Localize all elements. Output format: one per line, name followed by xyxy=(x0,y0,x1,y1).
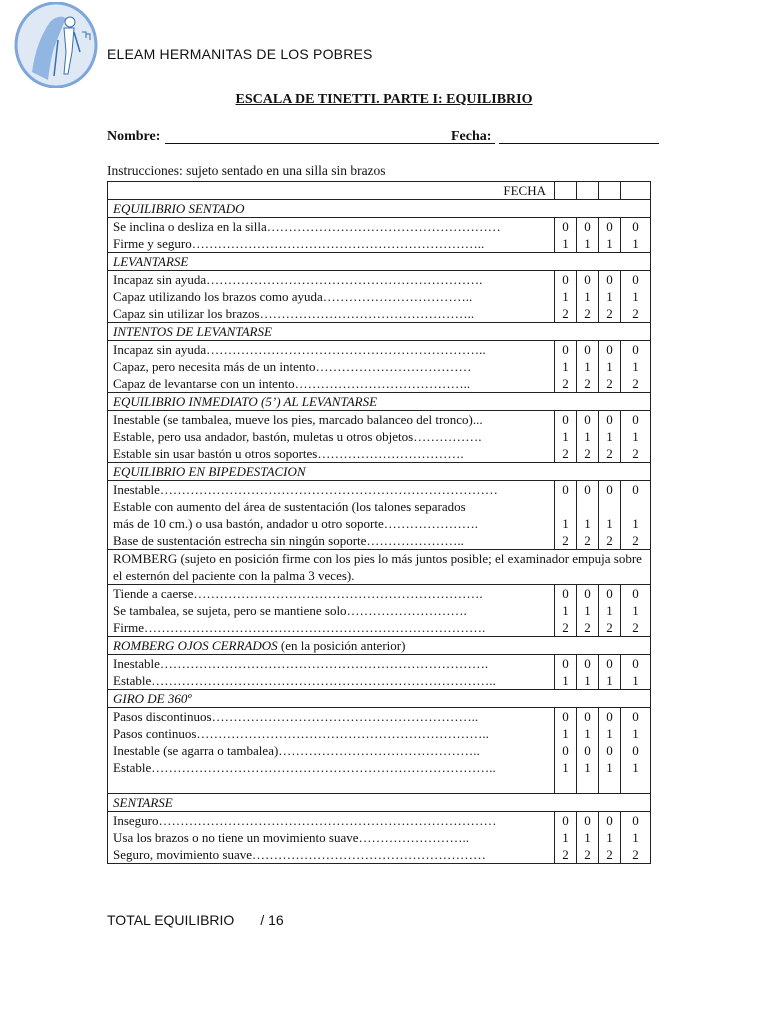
nombre-label: Nombre: xyxy=(107,129,161,144)
score-cell[interactable]: 1 xyxy=(555,428,577,445)
score-cell[interactable]: 0 xyxy=(621,341,651,359)
score-cell[interactable]: 1 xyxy=(621,829,651,846)
item-label: Se inclina o desliza en la silla……………………………………………… xyxy=(108,218,555,236)
item-label: Base de sustentación estrecha sin ningún soporte………………….. xyxy=(108,532,555,550)
section-title-text: EQUILIBRIO SENTADO xyxy=(113,201,245,216)
item-label: Tiende a caerse…………………………………………………………. xyxy=(108,585,555,603)
score-cell[interactable]: 2 xyxy=(621,619,651,637)
balance-scale-table xyxy=(107,181,651,864)
item-label: Seguro, movimiento suave……………………………………………… xyxy=(108,846,555,864)
score-cell[interactable]: 0 xyxy=(621,812,651,830)
score-cell[interactable]: 0 xyxy=(555,585,577,603)
score-cell[interactable]: 0 xyxy=(577,341,599,359)
score-cell[interactable]: 0 xyxy=(599,812,621,830)
score-cell[interactable]: 2 xyxy=(621,375,651,393)
item-label: Inestable…………………………………………………………………… xyxy=(108,481,555,499)
score-cell[interactable]: 0 xyxy=(555,271,577,289)
score-cell[interactable]: 1 xyxy=(599,358,621,375)
score-cell[interactable]: 0 xyxy=(577,271,599,289)
item-label: Inestable (se tambalea, mueve los pies, marcado balanceo del tronco)... xyxy=(108,411,555,429)
fecha-label: Fecha: xyxy=(451,129,492,144)
score-cell[interactable]: 1 xyxy=(599,428,621,445)
score-cell[interactable]: 0 xyxy=(621,481,651,499)
score-cell[interactable]: 2 xyxy=(577,375,599,393)
score-cell[interactable]: 2 xyxy=(577,846,599,864)
score-cell[interactable] xyxy=(577,776,599,794)
score-cell[interactable]: 2 xyxy=(577,532,599,550)
item-label: Capaz de levantarse con un intento………………………………….. xyxy=(108,375,555,393)
section-title xyxy=(108,393,651,411)
score-cell[interactable]: 0 xyxy=(599,742,621,759)
score-cell[interactable]: 0 xyxy=(555,218,577,236)
score-cell[interactable]: 0 xyxy=(599,341,621,359)
score-cell[interactable]: 1 xyxy=(577,602,599,619)
score-cell[interactable]: 1 xyxy=(621,759,651,776)
date-column-cell[interactable] xyxy=(555,182,577,200)
item-label: Inestable…………………………………………………………………. xyxy=(108,655,555,673)
date-column-cell[interactable] xyxy=(577,182,599,200)
score-cell[interactable]: 1 xyxy=(599,288,621,305)
organization-logo xyxy=(14,2,98,88)
score-cell[interactable]: 1 xyxy=(555,235,577,253)
score-cell[interactable]: 2 xyxy=(555,619,577,637)
total-equilibrio xyxy=(107,912,284,928)
score-cell[interactable]: 1 xyxy=(599,672,621,690)
fecha-field[interactable] xyxy=(499,143,659,144)
section-title-text: GIRO DE 360º xyxy=(113,691,192,706)
score-cell[interactable]: 0 xyxy=(599,481,621,499)
item-label: Estable…………………………………………………………………….. xyxy=(108,672,555,690)
score-cell[interactable]: 2 xyxy=(599,375,621,393)
score-cell[interactable]: 1 xyxy=(577,428,599,445)
score-cell[interactable] xyxy=(555,776,577,794)
score-cell[interactable]: 1 xyxy=(621,672,651,690)
score-cell[interactable]: 1 xyxy=(577,725,599,742)
score-cell[interactable]: 2 xyxy=(599,445,621,463)
item-label: Firme y seguro………………………………………………………….. xyxy=(108,235,555,253)
score-cell[interactable]: 2 xyxy=(621,846,651,864)
score-cell[interactable]: 1 xyxy=(599,515,621,532)
score-cell[interactable]: 0 xyxy=(555,411,577,429)
score-cell[interactable]: 0 xyxy=(621,655,651,673)
score-cell[interactable]: 1 xyxy=(577,288,599,305)
section-title xyxy=(108,323,651,341)
score-cell[interactable]: 1 xyxy=(621,725,651,742)
score-cell[interactable]: 2 xyxy=(621,305,651,323)
score-cell[interactable]: 0 xyxy=(621,271,651,289)
score-cell[interactable]: 1 xyxy=(555,725,577,742)
score-cell[interactable]: 0 xyxy=(599,655,621,673)
item-label: Firme……………………………………………………………………. xyxy=(108,619,555,637)
section-title xyxy=(108,253,651,271)
instructions: Instrucciones: sujeto sentado en una silla sin brazos xyxy=(107,163,386,178)
score-cell[interactable]: 1 xyxy=(555,358,577,375)
score-cell[interactable]: 0 xyxy=(621,411,651,429)
section-title-text: LEVANTARSE xyxy=(113,254,189,269)
score-cell[interactable]: 2 xyxy=(555,305,577,323)
score-cell[interactable]: 1 xyxy=(577,672,599,690)
score-cell[interactable]: 0 xyxy=(599,708,621,726)
item-label: Inseguro…………………………………………………………………… xyxy=(108,812,555,830)
score-cell[interactable]: 1 xyxy=(599,725,621,742)
section-title-text: ROMBERG (sujeto en posición firme con los pies lo más juntos posible; el examinador empuja sobre el esternón del paciente con la palma 3 veces). xyxy=(113,551,642,583)
score-cell[interactable]: 2 xyxy=(621,532,651,550)
section-title-text: SENTARSE xyxy=(113,795,173,810)
score-cell[interactable]: 0 xyxy=(555,742,577,759)
score-cell[interactable]: 1 xyxy=(621,358,651,375)
score-cell[interactable]: 0 xyxy=(577,655,599,673)
score-cell[interactable]: 0 xyxy=(577,585,599,603)
section-title xyxy=(108,690,651,708)
score-cell[interactable]: 1 xyxy=(577,235,599,253)
score-cell[interactable]: 1 xyxy=(577,759,599,776)
score-cell[interactable]: 2 xyxy=(555,445,577,463)
table-header-fecha: FECHA xyxy=(108,182,555,200)
score-cell[interactable]: 1 xyxy=(555,515,577,532)
score-cell[interactable]: 1 xyxy=(621,235,651,253)
section-title xyxy=(108,463,651,481)
score-cell[interactable]: 1 xyxy=(577,358,599,375)
section-title-text: EQUILIBRIO EN BIPEDESTACION xyxy=(113,464,306,479)
score-cell[interactable]: 1 xyxy=(577,829,599,846)
score-cell[interactable]: 2 xyxy=(577,619,599,637)
score-cell[interactable] xyxy=(599,776,621,794)
item-label: Estable sin usar bastón u otros soportes……………………………. xyxy=(108,445,555,463)
item-label: más de 10 cm.) o usa bastón, andador u otro soporte…………………. xyxy=(108,515,555,532)
score-cell[interactable]: 1 xyxy=(599,235,621,253)
score-cell[interactable] xyxy=(555,498,577,515)
item-label: Capaz sin utilizar los brazos………………………………………….. xyxy=(108,305,555,323)
score-cell[interactable]: 1 xyxy=(599,602,621,619)
nombre-field[interactable] xyxy=(165,143,495,144)
score-cell[interactable]: 0 xyxy=(577,708,599,726)
score-cell[interactable]: 0 xyxy=(621,742,651,759)
score-cell[interactable]: 2 xyxy=(599,619,621,637)
section-title xyxy=(108,794,651,812)
score-cell[interactable]: 2 xyxy=(599,846,621,864)
score-cell[interactable]: 1 xyxy=(555,602,577,619)
score-cell[interactable]: 0 xyxy=(621,708,651,726)
score-cell[interactable]: 0 xyxy=(555,481,577,499)
score-cell[interactable]: 2 xyxy=(599,532,621,550)
score-cell[interactable]: 1 xyxy=(555,759,577,776)
total-max: / 16 xyxy=(260,912,284,928)
score-cell[interactable]: 1 xyxy=(621,428,651,445)
score-cell[interactable] xyxy=(577,498,599,515)
item-label: Estable…………………………………………………………………….. xyxy=(108,759,555,776)
score-cell[interactable]: 1 xyxy=(621,288,651,305)
item-label: Incapaz sin ayuda………………………………………………………. xyxy=(108,271,555,289)
ageing-person-with-cane-logo-icon xyxy=(14,2,98,88)
score-cell[interactable] xyxy=(621,776,651,794)
section-title xyxy=(108,200,651,218)
score-cell[interactable]: 1 xyxy=(555,829,577,846)
section-title-text: INTENTOS DE LEVANTARSE xyxy=(113,324,272,339)
organization-name: ELEAM HERMANITAS DE LOS POBRES xyxy=(107,46,373,62)
score-cell[interactable]: 0 xyxy=(599,411,621,429)
score-cell[interactable] xyxy=(599,498,621,515)
score-cell[interactable]: 0 xyxy=(555,812,577,830)
section-title-text: ROMBERG OJOS CERRADOS xyxy=(113,638,278,653)
date-column-cell[interactable] xyxy=(621,182,651,200)
section-title-text: EQUILIBRIO INMEDIATO (5’) AL LEVANTARSE xyxy=(113,394,378,409)
total-label: TOTAL EQUILIBRIO xyxy=(107,912,235,928)
item-label: Estable, pero usa andador, bastón, muletas u otros objetos……………. xyxy=(108,428,555,445)
item-label: Estable con aumento del área de sustentación (los talones separados xyxy=(108,498,555,515)
item-label: Inestable (se agarra o tambalea)……………………………………….. xyxy=(108,742,555,759)
score-cell[interactable]: 0 xyxy=(599,271,621,289)
score-cell[interactable]: 0 xyxy=(621,585,651,603)
score-cell[interactable]: 0 xyxy=(599,585,621,603)
item-label: Usa los brazos o no tiene un movimiento suave…………………….. xyxy=(108,829,555,846)
section-title xyxy=(108,637,651,655)
score-cell[interactable]: 0 xyxy=(555,655,577,673)
score-cell[interactable]: 0 xyxy=(599,218,621,236)
score-cell[interactable]: 1 xyxy=(621,515,651,532)
score-cell[interactable]: 0 xyxy=(555,708,577,726)
item-label: Capaz utilizando los brazos como ayuda…………………………….. xyxy=(108,288,555,305)
score-cell[interactable]: 0 xyxy=(577,411,599,429)
item-label: Pasos continuos………………………………………………………….. xyxy=(108,725,555,742)
item-label: Se tambalea, se sujeta, pero se mantiene solo………………………. xyxy=(108,602,555,619)
score-cell[interactable]: 1 xyxy=(555,672,577,690)
section-title-suffix: (en la posición anterior) xyxy=(277,638,406,653)
item-label: Incapaz sin ayuda……………………………………………………….. xyxy=(108,341,555,359)
score-cell[interactable]: 0 xyxy=(555,341,577,359)
item-label xyxy=(108,776,555,794)
score-cell[interactable]: 0 xyxy=(621,218,651,236)
document-title: ESCALA DE TINETTI. PARTE I: EQUILIBRIO xyxy=(235,92,533,107)
score-cell[interactable]: 1 xyxy=(599,829,621,846)
score-cell[interactable]: 2 xyxy=(577,445,599,463)
score-cell[interactable]: 0 xyxy=(577,742,599,759)
score-cell[interactable]: 2 xyxy=(599,305,621,323)
score-cell[interactable]: 0 xyxy=(577,812,599,830)
score-cell[interactable]: 0 xyxy=(577,481,599,499)
score-cell[interactable]: 2 xyxy=(577,305,599,323)
date-column-cell[interactable] xyxy=(599,182,621,200)
score-cell[interactable]: 0 xyxy=(577,218,599,236)
score-cell[interactable]: 2 xyxy=(555,846,577,864)
score-cell[interactable]: 1 xyxy=(621,602,651,619)
score-cell[interactable]: 2 xyxy=(555,532,577,550)
score-cell[interactable]: 1 xyxy=(599,759,621,776)
score-cell[interactable]: 2 xyxy=(555,375,577,393)
item-label: Pasos discontinuos…………………………………………………….. xyxy=(108,708,555,726)
score-cell[interactable] xyxy=(621,498,651,515)
section-title xyxy=(108,550,651,585)
score-cell[interactable]: 1 xyxy=(577,515,599,532)
item-label: Capaz, pero necesita más de un intento……………………………… xyxy=(108,358,555,375)
score-cell[interactable]: 2 xyxy=(621,445,651,463)
score-cell[interactable]: 1 xyxy=(555,288,577,305)
